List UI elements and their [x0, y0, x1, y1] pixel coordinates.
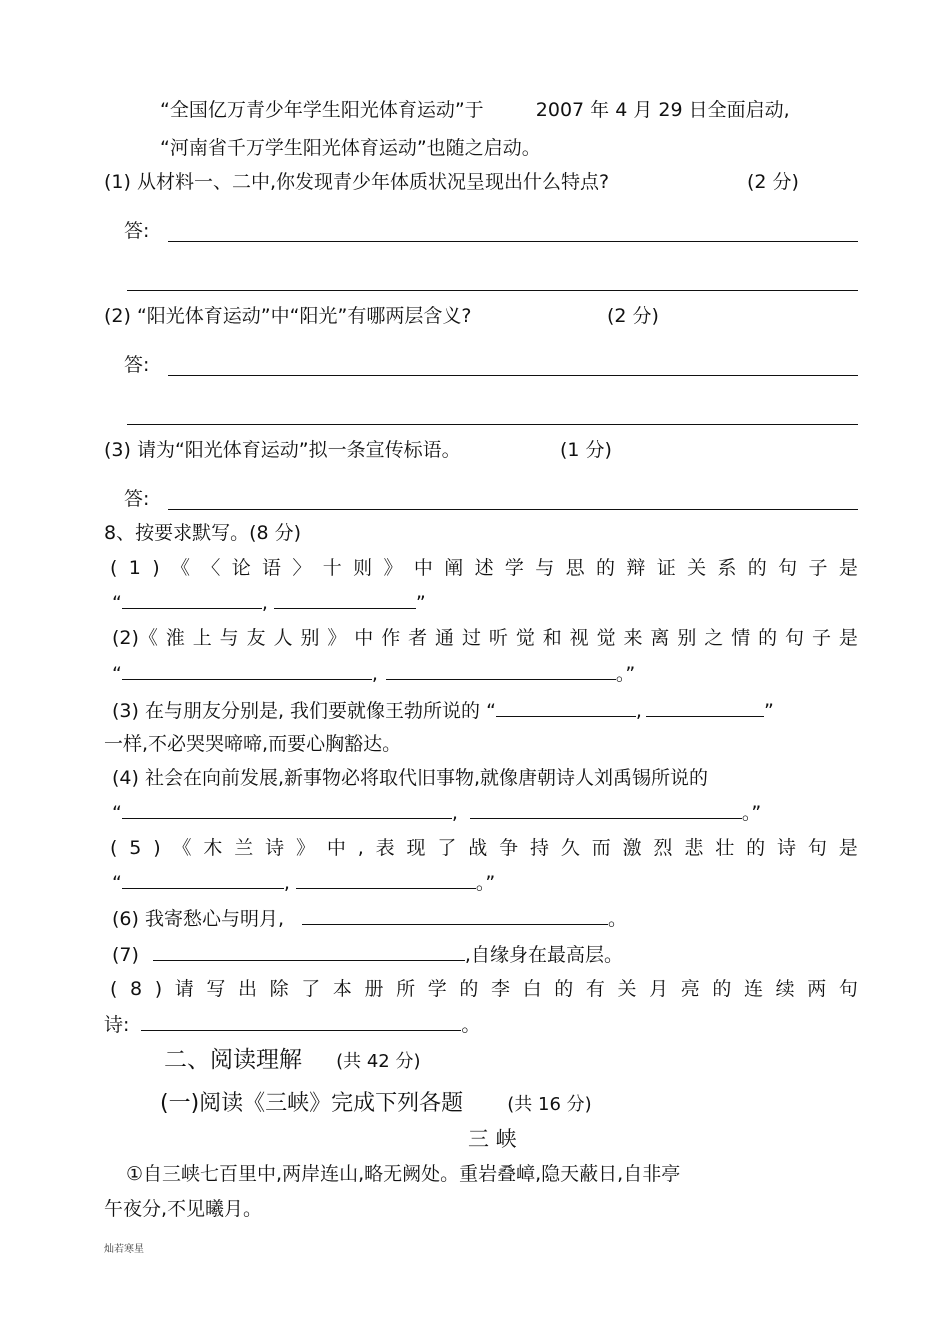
prompt-char: 系 — [717, 557, 737, 579]
q8-3-cont: 一样,不必哭哭啼啼,而要心胸豁达。 — [104, 733, 402, 755]
prompt-char: 了 — [301, 978, 321, 1000]
prompt-char: 之 — [704, 627, 724, 649]
prompt-char: 白 — [522, 978, 542, 1000]
prompt-char: 别 — [300, 627, 320, 649]
prompt-char: ) — [154, 978, 163, 1000]
close-quote: ” — [763, 700, 774, 722]
prompt-char: 听 — [488, 627, 508, 649]
answer-line-1a[interactable] — [168, 241, 858, 242]
comma: , — [283, 872, 290, 894]
prompt-char: 〈 — [201, 557, 221, 579]
poem-p1-line2: 午夜分,不见曦月。 — [104, 1198, 263, 1220]
prompt-char: 和 — [542, 627, 562, 649]
prompt-char: 学 — [427, 978, 447, 1000]
q8-2-prompt — [112, 626, 858, 650]
footer-text: 灿若寒星 — [104, 1244, 144, 1255]
prompt-char: 上 — [192, 627, 212, 649]
prompt-char: 述 — [474, 557, 494, 579]
prompt-char: 阐 — [444, 557, 464, 579]
q8-2-fill — [112, 661, 635, 686]
poem-title: 三 峡 — [468, 1127, 517, 1151]
prompt-char: 作 — [381, 627, 401, 649]
prompt-char: 月 — [649, 978, 669, 1000]
prompt-char: 写 — [206, 978, 226, 1000]
close-mark: 。 — [461, 1014, 481, 1036]
q8-8-fill — [104, 1012, 480, 1037]
q8-3-line — [112, 698, 774, 723]
prompt-char: 中 — [413, 557, 433, 579]
prompt-char: 的 — [459, 978, 479, 1000]
blank-q8-2a[interactable] — [122, 661, 372, 680]
prompt-char: 觉 — [596, 627, 616, 649]
prompt-char: ( — [110, 978, 118, 1000]
q8-4-lead: (4) 社会在向前发展,新事物必将取代旧事物,就像唐朝诗人刘禹锡所说的 — [112, 767, 709, 789]
prompt-char: 子 — [811, 627, 831, 649]
prompt-char: ( — [110, 837, 118, 859]
prompt-char: 激 — [622, 837, 642, 859]
prompt-char: 论 — [231, 557, 251, 579]
q7-1-score: (2 分) — [747, 171, 799, 193]
prompt-char: 《 — [172, 837, 192, 859]
prompt-char: 离 — [650, 627, 670, 649]
blank-q8-1a[interactable] — [122, 590, 262, 609]
prompt-char: 过 — [461, 627, 481, 649]
blank-q8-6[interactable] — [302, 906, 608, 925]
intro-line1 — [160, 98, 790, 122]
q8-7-lead: (7) — [112, 944, 139, 966]
prompt-char: 久 — [560, 837, 580, 859]
prompt-char: 本 — [332, 978, 352, 1000]
q8-5-prompt — [110, 836, 858, 860]
close-mark: 。” — [475, 872, 496, 894]
prompt-char: 十 — [322, 557, 342, 579]
close-mark: 。” — [615, 663, 636, 685]
q8-1-fill — [112, 590, 426, 615]
prompt-char: 了 — [437, 837, 457, 859]
close-mark: 。 — [608, 908, 628, 930]
close-mark: 。” — [741, 802, 762, 824]
prompt-char: 语 — [262, 557, 282, 579]
answer-label-2: 答: — [124, 354, 150, 376]
prompt-char: 连 — [744, 978, 764, 1000]
prompt-char: 的 — [758, 627, 778, 649]
prompt-char: 1 — [128, 557, 141, 579]
prompt-char: 人 — [273, 627, 293, 649]
prompt-char: , — [357, 837, 364, 859]
prompt-char: 亮 — [680, 978, 700, 1000]
prompt-char: 关 — [687, 557, 707, 579]
comma: , — [451, 802, 458, 824]
prompt-char: 》 — [327, 627, 347, 649]
answer-line-3a[interactable] — [168, 509, 858, 510]
prompt-char: 有 — [585, 978, 605, 1000]
q7-2-text: (2) “阳光体育运动”中“阳光”有哪两层含义? — [104, 305, 472, 327]
open-quote: “ — [112, 663, 122, 685]
comma: , — [261, 592, 268, 614]
close-quote: ” — [415, 592, 426, 614]
blank-q8-8[interactable] — [141, 1012, 461, 1031]
q7-1-text: (1) 从材料一、二中,你发现青少年体质状况呈现出什么特点? — [104, 171, 610, 193]
prompt-char: 的 — [747, 557, 767, 579]
answer-line-2a[interactable] — [168, 375, 858, 376]
prompt-char: (2)《 — [112, 627, 158, 649]
prompt-char: 的 — [554, 978, 574, 1000]
open-quote: “ — [112, 802, 122, 824]
prompt-char: 关 — [617, 978, 637, 1000]
q8-1-prompt — [110, 556, 858, 580]
prompt-char: 中 — [326, 837, 346, 859]
prompt-char: 〉 — [292, 557, 312, 579]
q8-4-fill — [112, 800, 761, 825]
q8-8-prompt — [110, 977, 858, 1001]
blank-q8-1b[interactable] — [274, 590, 416, 609]
prompt-char: 中 — [354, 627, 374, 649]
prompt-char: 册 — [364, 978, 384, 1000]
prompt-char: 请 — [174, 978, 194, 1000]
prompt-char: 出 — [238, 978, 258, 1000]
prompt-char: 句 — [778, 557, 798, 579]
prompt-char: 来 — [623, 627, 643, 649]
comma: , — [635, 700, 642, 722]
prompt-char: 8 — [130, 978, 143, 1000]
prompt-char: 现 — [406, 837, 426, 859]
prompt-char: 视 — [569, 627, 589, 649]
prompt-char: 表 — [375, 837, 395, 859]
q8-8-lead: 诗: — [104, 1014, 130, 1036]
prompt-char: 兰 — [234, 837, 254, 859]
prompt-char: 是 — [838, 557, 858, 579]
blank-q8-3b[interactable] — [646, 698, 764, 717]
q7-3-text: (3) 请为“阳光体育运动”拟一条宣传标语。 — [104, 439, 461, 461]
q8-3-lead: (3) 在与朋友分别是, 我们要就像王勃所说的 “ — [112, 700, 496, 722]
answer-label-1: 答: — [124, 220, 150, 242]
prompt-char: 的 — [746, 837, 766, 859]
prompt-char: 淮 — [165, 627, 185, 649]
answer-line-2b[interactable] — [127, 424, 858, 425]
blank-q8-2b[interactable] — [386, 661, 616, 680]
prompt-char: 战 — [468, 837, 488, 859]
q7-3-score: (1 分) — [560, 439, 612, 461]
prompt-char: 》 — [383, 557, 403, 579]
q8-6-lead: (6) 我寄愁心与明月, — [112, 908, 284, 930]
prompt-char: 与 — [535, 557, 555, 579]
prompt-char: 续 — [775, 978, 795, 1000]
prompt-char: 句 — [838, 978, 858, 1000]
prompt-char: 情 — [731, 627, 751, 649]
prompt-char: ( — [110, 557, 118, 579]
prompt-char: 别 — [677, 627, 697, 649]
intro-line1-b: 2007 年 4 月 29 日全面启动, — [535, 99, 790, 121]
sub1-title: (一)阅读《三峡》完成下列各题 — [160, 1091, 464, 1116]
prompt-char: 则 — [353, 557, 373, 579]
prompt-char: 除 — [269, 978, 289, 1000]
intro-line1-a: “全国亿万青少年学生阳光体育运动”于 — [160, 99, 484, 121]
blank-q8-4a[interactable] — [122, 800, 452, 819]
prompt-char: 壮 — [715, 837, 735, 859]
prompt-char: 的 — [712, 978, 732, 1000]
prompt-char: 友 — [246, 627, 266, 649]
section2-title: 二、阅读理解 — [164, 1047, 302, 1073]
prompt-char: 而 — [591, 837, 611, 859]
q8-6-line — [112, 906, 627, 931]
blank-q8-3a[interactable] — [496, 698, 636, 717]
open-quote: “ — [112, 872, 122, 894]
q8-5-fill — [112, 870, 495, 895]
prompt-char: 学 — [504, 557, 524, 579]
blank-q8-7[interactable] — [153, 942, 465, 961]
sub1-score: (共 16 分) — [507, 1094, 592, 1115]
prompt-char: 觉 — [515, 627, 535, 649]
sub1-heading — [160, 1092, 592, 1117]
intro-line2: “河南省千万学生阳光体育运动”也随之启动。 — [160, 137, 541, 159]
prompt-char: ) — [152, 557, 160, 579]
prompt-char: 两 — [807, 978, 827, 1000]
poem-p1-line1: ①自三峡七百里中,两岸连山,略无阙处。重岩叠嶂,隐天蔽日,自非亭 — [126, 1163, 681, 1185]
prompt-char: 辩 — [626, 557, 646, 579]
prompt-char: 诗 — [265, 837, 285, 859]
prompt-char: 持 — [530, 837, 550, 859]
q8-7-line — [112, 942, 623, 967]
prompt-char: 的 — [596, 557, 616, 579]
prompt-char: 子 — [808, 557, 828, 579]
prompt-char: 诗 — [777, 837, 797, 859]
blank-q8-4b[interactable] — [470, 800, 742, 819]
prompt-char: 》 — [296, 837, 316, 859]
prompt-char: 5 — [129, 837, 142, 859]
prompt-char: 句 — [785, 627, 805, 649]
q8-title: 8、按要求默写。(8 分) — [104, 522, 302, 544]
prompt-char: 是 — [838, 837, 858, 859]
answer-line-1b[interactable] — [127, 290, 858, 291]
prompt-char: 通 — [435, 627, 455, 649]
comma: , — [371, 663, 378, 685]
q8-7-close: ,自缘身在最高层。 — [464, 944, 623, 966]
prompt-char: 与 — [219, 627, 239, 649]
prompt-char: 证 — [656, 557, 676, 579]
q7-2-score: (2 分) — [607, 305, 659, 327]
prompt-char: 所 — [396, 978, 416, 1000]
prompt-char: ) — [153, 837, 161, 859]
prompt-char: 者 — [408, 627, 428, 649]
section2-heading — [164, 1048, 421, 1074]
open-quote: “ — [112, 592, 122, 614]
prompt-char: 思 — [565, 557, 585, 579]
prompt-char: 悲 — [684, 837, 704, 859]
prompt-char: 句 — [807, 837, 827, 859]
prompt-char: 木 — [203, 837, 223, 859]
prompt-char: 李 — [491, 978, 511, 1000]
prompt-char: 是 — [838, 627, 858, 649]
prompt-char: 《 — [170, 557, 190, 579]
blank-q8-5a[interactable] — [122, 870, 284, 889]
prompt-char: 烈 — [653, 837, 673, 859]
prompt-char: 争 — [499, 837, 519, 859]
blank-q8-5b[interactable] — [296, 870, 476, 889]
answer-label-3: 答: — [124, 488, 150, 510]
section2-score: (共 42 分) — [336, 1051, 421, 1072]
